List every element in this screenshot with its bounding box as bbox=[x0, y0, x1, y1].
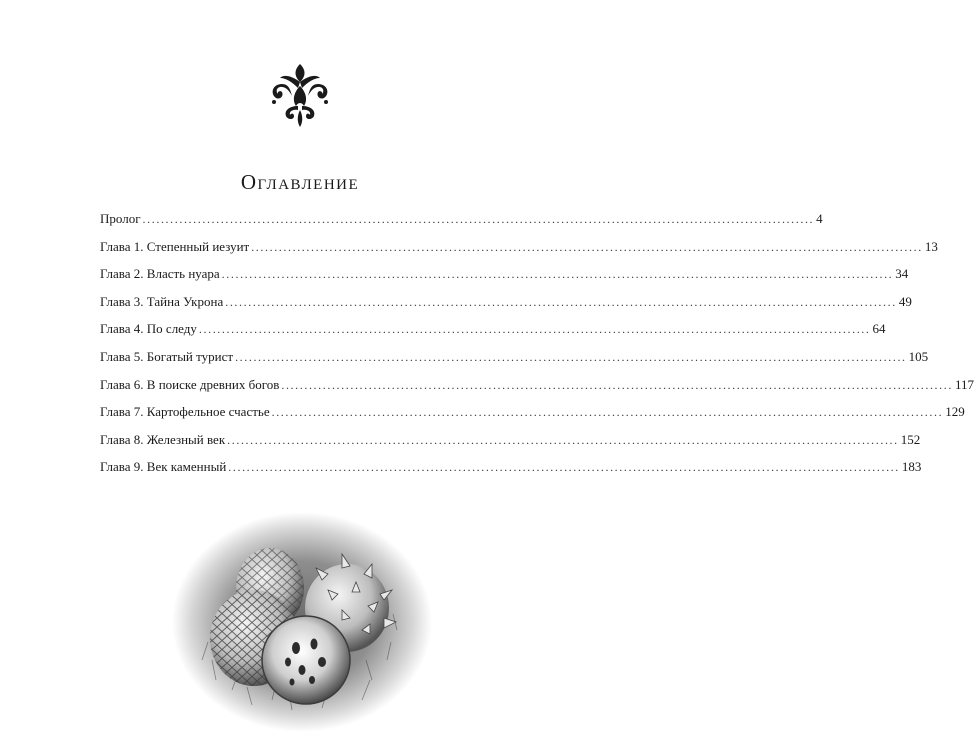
toc-entry-page: 105 bbox=[908, 348, 929, 364]
toc-entry-label: Глава 1. Степенный иезуит bbox=[100, 238, 250, 254]
toc-entry-label: Глава 2. Власть нуара bbox=[100, 266, 220, 282]
toc-entry-page: 117 bbox=[954, 376, 974, 392]
toc-entry-label: Пролог bbox=[100, 211, 141, 226]
toc-entry-label: Глава 5. Богатый турист bbox=[100, 348, 234, 364]
table-of-contents bbox=[100, 210, 974, 486]
toc-leader-dots: .................................................................................................................................................. bbox=[225, 294, 897, 309]
toc-entry-chapter-2[interactable] bbox=[100, 265, 909, 293]
toc-leader-dots: .................................................................................................................................................. bbox=[281, 377, 953, 392]
toc-entry-label: Глава 6. В поиске древних богов bbox=[100, 376, 280, 392]
toc-entry-label: Глава 3. Тайна Укрона bbox=[100, 293, 224, 309]
toc-entry-page: 152 bbox=[900, 431, 921, 447]
toc-entry-label: Глава 7. Картофельное счастье bbox=[100, 404, 270, 420]
toc-leader-dots: .................................................................................................................................................. bbox=[228, 460, 900, 475]
toc-entry-chapter-9[interactable] bbox=[100, 458, 922, 486]
toc-leader-dots: .................................................................................................................................................. bbox=[221, 267, 894, 282]
toc-entry-page: 49 bbox=[898, 293, 912, 309]
toc-entry-label: Глава 9. Век каменный bbox=[100, 459, 227, 475]
toc-entry-chapter-5[interactable] bbox=[100, 348, 929, 376]
toc-entry-page: 34 bbox=[895, 266, 909, 282]
toc-leader-dots: .................................................................................................................................................. bbox=[142, 212, 815, 226]
toc-entry-prologue[interactable] bbox=[100, 210, 823, 238]
toc-entry-page: 129 bbox=[945, 404, 965, 420]
toc-entry-label: Глава 4. По следу bbox=[100, 321, 197, 337]
toc-entry-chapter-3[interactable] bbox=[100, 293, 912, 321]
toc-entry-chapter-8[interactable] bbox=[100, 431, 921, 459]
toc-leader-dots: .................................................................................................................................................. bbox=[198, 322, 871, 337]
toc-entry-page: 4 bbox=[816, 211, 823, 226]
floral-ornament-icon bbox=[268, 62, 332, 128]
toc-leader-dots: .................................................................................................................................................. bbox=[251, 239, 923, 254]
toc-entry-chapter-7[interactable] bbox=[100, 403, 965, 431]
toc-entry-chapter-1[interactable] bbox=[100, 238, 938, 266]
toc-leader-dots: .................................................................................................................................................. bbox=[235, 349, 907, 364]
toc-leader-dots: .................................................................................................................................................. bbox=[271, 405, 944, 420]
toc-entry-label: Глава 8. Железный век bbox=[100, 431, 226, 447]
toc-entry-page: 13 bbox=[924, 238, 938, 254]
toc-leader-dots: .................................................................................................................................................. bbox=[227, 432, 899, 447]
custard-apples-illustration bbox=[172, 510, 432, 732]
toc-entry-chapter-6[interactable] bbox=[100, 376, 974, 404]
toc-title: Оглавление bbox=[240, 170, 360, 194]
toc-entry-page: 64 bbox=[872, 321, 886, 337]
toc-entry-page: 183 bbox=[901, 459, 922, 475]
toc-entry-chapter-4[interactable] bbox=[100, 320, 886, 348]
